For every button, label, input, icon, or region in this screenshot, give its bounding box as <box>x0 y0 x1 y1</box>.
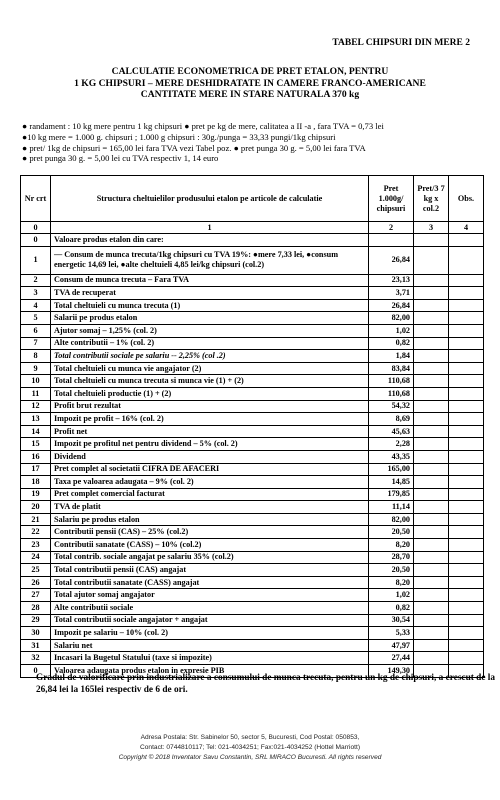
row-label: Total contributii sociale angajator + angajat <box>51 614 369 627</box>
row-value: 165,00 <box>369 463 414 476</box>
row-obs <box>449 539 484 552</box>
row-value: 26,84 <box>369 299 414 312</box>
row-value: 2,28 <box>369 438 414 451</box>
row-price-37kg <box>414 526 449 539</box>
row-label: Total cheltuieli cu munca trecuta (1) <box>51 299 369 312</box>
page-footer <box>0 733 500 763</box>
row-value: 149,30 <box>369 665 414 678</box>
row-obs <box>449 639 484 652</box>
row-label: Pret complet comercial facturat <box>51 488 369 501</box>
row-value: 43,35 <box>369 450 414 463</box>
row-label: Total cheltuieli cu munca vie angajator (2) <box>51 362 369 375</box>
row-number: 11 <box>21 387 51 400</box>
row-value: 27,44 <box>369 652 414 665</box>
index-cell: 1 <box>51 222 369 234</box>
row-value: 28,70 <box>369 551 414 564</box>
row-number: 4 <box>21 299 51 312</box>
row-obs <box>449 614 484 627</box>
row-price-37kg <box>414 246 449 274</box>
row-obs <box>449 551 484 564</box>
row-label: Dividend <box>51 450 369 463</box>
calculation-table <box>20 175 484 678</box>
row-label: Impozit pe salariu – 10% (col. 2) <box>51 627 369 640</box>
row-number: 29 <box>21 614 51 627</box>
row-price-37kg <box>414 488 449 501</box>
assumption-item: ● pret punga 30 g. = 5,00 lei cu TVA respectiv 1, 14 euro <box>22 153 219 164</box>
row-price-37kg <box>414 375 449 388</box>
row-number: 21 <box>21 513 51 526</box>
table-row <box>21 350 484 363</box>
row-price-37kg <box>414 513 449 526</box>
row-label: Total contrib. sociale angajat pe salariu 35% (col.2) <box>51 551 369 564</box>
row-number: 1 <box>21 246 51 274</box>
row-obs <box>449 375 484 388</box>
row-label: Salariu net <box>51 639 369 652</box>
table-row <box>21 324 484 337</box>
row-number: 14 <box>21 425 51 438</box>
row-obs <box>449 362 484 375</box>
row-obs <box>449 476 484 489</box>
table-row <box>21 551 484 564</box>
row-number: 13 <box>21 413 51 426</box>
row-price-37kg <box>414 476 449 489</box>
row-number: 28 <box>21 602 51 615</box>
row-obs <box>449 234 484 247</box>
row-value: 83,84 <box>369 362 414 375</box>
row-number: 27 <box>21 589 51 602</box>
footer-address: Adresa Postala: Str. Sabinelor 50, sector 5, Bucuresti, Cod Postal: 050853, <box>140 734 360 741</box>
row-price-37kg <box>414 614 449 627</box>
row-number: 19 <box>21 488 51 501</box>
table-row <box>21 234 484 247</box>
row-value: 1,84 <box>369 350 414 363</box>
row-number: 2 <box>21 274 51 287</box>
row-label: Total cheltuieli productie (1) + (2) <box>51 387 369 400</box>
table-row <box>21 450 484 463</box>
table-row <box>21 513 484 526</box>
row-obs <box>449 274 484 287</box>
row-number: 8 <box>21 350 51 363</box>
index-cell: 2 <box>369 222 414 234</box>
row-obs <box>449 576 484 589</box>
row-price-37kg <box>414 287 449 300</box>
row-price-37kg <box>414 299 449 312</box>
table-row <box>21 526 484 539</box>
row-price-37kg <box>414 501 449 514</box>
table-row <box>21 539 484 552</box>
assumption-item: ● randament : 10 kg mere pentru 1 kg chipsuri ● pret pe kg de mere, calitatea a II -a , fara TVA = 0,73 lei <box>22 121 384 131</box>
assumptions-list <box>22 121 492 164</box>
row-number: 23 <box>21 539 51 552</box>
table-row <box>21 476 484 489</box>
row-value: 26,84 <box>369 246 414 274</box>
row-label: Profit brut rezultat <box>51 400 369 413</box>
row-value: 20,50 <box>369 526 414 539</box>
table-row <box>21 274 484 287</box>
row-number: 7 <box>21 337 51 350</box>
row-price-37kg <box>414 551 449 564</box>
index-cell: 3 <box>414 222 449 234</box>
row-number: 25 <box>21 564 51 577</box>
row-obs <box>449 324 484 337</box>
row-price-37kg <box>414 627 449 640</box>
title-line-1: CALCULATIE ECONOMETRICA DE PRET ETALON, PENTRU <box>111 66 389 77</box>
row-obs <box>449 652 484 665</box>
row-number: 20 <box>21 501 51 514</box>
row-price-37kg <box>414 324 449 337</box>
row-value: 8,69 <box>369 413 414 426</box>
row-number: 17 <box>21 463 51 476</box>
row-number: 15 <box>21 438 51 451</box>
row-price-37kg <box>414 350 449 363</box>
row-value: 30,54 <box>369 614 414 627</box>
header-structure: Structura cheltuielilor produsului etalon pe articole de calculatie <box>51 176 369 222</box>
row-price-37kg <box>414 463 449 476</box>
header-price: Pret 1.000g/ chipsuri <box>369 176 414 222</box>
table-row <box>21 463 484 476</box>
table-row <box>21 564 484 577</box>
row-obs <box>449 387 484 400</box>
row-price-37kg <box>414 450 449 463</box>
row-obs <box>449 438 484 451</box>
row-obs <box>449 337 484 350</box>
table-row <box>21 652 484 665</box>
row-label: Alte contributii – 1% (col. 2) <box>51 337 369 350</box>
row-price-37kg <box>414 602 449 615</box>
row-price-37kg <box>414 274 449 287</box>
row-price-37kg <box>414 589 449 602</box>
row-price-37kg <box>414 234 449 247</box>
row-label: Salarii pe produs etalon <box>51 312 369 325</box>
row-price-37kg <box>414 576 449 589</box>
row-obs <box>449 526 484 539</box>
row-number: 9 <box>21 362 51 375</box>
footer-copyright: Copyright © 2018 Inventator Savu Constantin, SRL MIRACO Bucuresti. All rights reserved <box>118 754 382 761</box>
title-line-3: CANTITATE MERE IN STARE NATURALA 370 kg <box>140 89 360 100</box>
row-obs <box>449 627 484 640</box>
table-row <box>21 576 484 589</box>
row-value: 82,00 <box>369 312 414 325</box>
row-obs <box>449 602 484 615</box>
row-number: 32 <box>21 652 51 665</box>
row-label: TVA de recuperat <box>51 287 369 300</box>
row-number: 26 <box>21 576 51 589</box>
table-tag: TABEL CHIPSURI DIN MERE 2 <box>332 38 470 48</box>
table-row <box>21 312 484 325</box>
row-number: 5 <box>21 312 51 325</box>
row-label: Valoarea adaugata produs etalon in expresie PIB <box>51 665 369 678</box>
row-number: 31 <box>21 639 51 652</box>
row-label: Total contributii pensii (CAS) angajat <box>51 564 369 577</box>
row-label: — Consum de munca trecuta/1kg chipsuri cu TVA 19%: ●mere 7,33 lei, ●consum energetic 14,69 lei, ●alte cheltuieli 4,85 lei/kg chipsuri (col.2) <box>51 246 369 274</box>
row-value <box>369 234 414 247</box>
row-obs <box>449 287 484 300</box>
row-obs <box>449 501 484 514</box>
row-number: 12 <box>21 400 51 413</box>
table-row <box>21 400 484 413</box>
table-row <box>21 299 484 312</box>
title-line-2: 1 KG CHIPSURI – MERE DESHIDRATATE IN CAMERE FRANCO-AMERICANE <box>74 77 426 89</box>
row-value: 5,33 <box>369 627 414 640</box>
document-title <box>0 66 500 101</box>
row-obs <box>449 589 484 602</box>
row-value: 14,85 <box>369 476 414 489</box>
row-obs <box>449 246 484 274</box>
row-label: TVA de platit <box>51 501 369 514</box>
row-label: Pret complet al societatii CIFRA DE AFACERI <box>51 463 369 476</box>
table-row <box>21 589 484 602</box>
row-label: Impozit pe profit – 16% (col. 2) <box>51 413 369 426</box>
row-value: 8,20 <box>369 539 414 552</box>
row-price-37kg <box>414 362 449 375</box>
row-price-37kg <box>414 425 449 438</box>
assumption-item: ● pret/ 1kg de chipsuri = 165,00 lei fara TVA vezi Tabel poz. ● pret punga 30 g. = 5,00 lei fara TVA <box>22 142 366 153</box>
row-price-37kg <box>414 639 449 652</box>
row-number: 0 <box>21 665 51 678</box>
table-row <box>21 639 484 652</box>
table-row <box>21 337 484 350</box>
index-cell: 4 <box>449 222 484 234</box>
row-obs <box>449 400 484 413</box>
table-row <box>21 501 484 514</box>
row-obs <box>449 564 484 577</box>
row-price-37kg <box>414 312 449 325</box>
row-value: 23,13 <box>369 274 414 287</box>
row-obs <box>449 513 484 526</box>
table-row <box>21 614 484 627</box>
table-row <box>21 627 484 640</box>
assumption-item: ●10 kg mere = 1.000 g. chipsuri ; 1.000 g chipsuri : 30g./punga = 33,33 pungi/1kg chipsuri <box>22 131 336 142</box>
row-number: 30 <box>21 627 51 640</box>
conclusion-note: Gradul de valorificare prin industrializare a consumului de munca trecuta, pentru un kg de chipsuri, a crescut de la 26,84 lei la 165lei respectiv de 6 de ori. <box>36 673 496 695</box>
row-label: Alte contributii sociale <box>51 602 369 615</box>
row-obs <box>449 413 484 426</box>
row-value: 179,85 <box>369 488 414 501</box>
table-row <box>21 602 484 615</box>
row-label: Valoare produs etalon din care: <box>51 234 369 247</box>
row-label: Profit net <box>51 425 369 438</box>
table-row <box>21 246 484 274</box>
row-label: Total cheltuieli cu munca trecuta si munca vie (1) + (2) <box>51 375 369 388</box>
row-price-37kg <box>414 337 449 350</box>
table-row <box>21 375 484 388</box>
row-value: 82,00 <box>369 513 414 526</box>
row-obs <box>449 299 484 312</box>
header-obs: Obs. <box>449 176 484 222</box>
row-number: 16 <box>21 450 51 463</box>
row-label: Consum de munca trecuta – Fara TVA <box>51 274 369 287</box>
table-row <box>21 413 484 426</box>
row-price-37kg <box>414 400 449 413</box>
row-value: 54,32 <box>369 400 414 413</box>
row-label: Ajutor somaj – 1,25% (col. 2) <box>51 324 369 337</box>
index-cell: 0 <box>21 222 51 234</box>
header-price-37kg: Pret/3 7 kg x col.2 <box>414 176 449 222</box>
row-obs <box>449 463 484 476</box>
row-value: 3,71 <box>369 287 414 300</box>
row-value: 47,97 <box>369 639 414 652</box>
row-price-37kg <box>414 652 449 665</box>
row-label: Taxa pe valoarea adaugata – 9% (col. 2) <box>51 476 369 489</box>
row-value: 110,68 <box>369 387 414 400</box>
row-value: 11,14 <box>369 501 414 514</box>
row-label: Total contributii sanatate (CASS) angajat <box>51 576 369 589</box>
table-row <box>21 438 484 451</box>
row-price-37kg <box>414 413 449 426</box>
row-value: 8,20 <box>369 576 414 589</box>
row-number: 0 <box>21 234 51 247</box>
table-row <box>21 362 484 375</box>
row-value: 0,82 <box>369 602 414 615</box>
row-obs <box>449 312 484 325</box>
row-obs <box>449 425 484 438</box>
row-number: 24 <box>21 551 51 564</box>
row-label: Contributii sanatate (CASS) – 10% (col.2) <box>51 539 369 552</box>
row-number: 6 <box>21 324 51 337</box>
row-value: 1,02 <box>369 324 414 337</box>
row-label: Contributii pensii (CAS) – 25% (col.2) <box>51 526 369 539</box>
row-value: 110,68 <box>369 375 414 388</box>
row-label: Impozit pe profitul net pentru dividend – 5% (col. 2) <box>51 438 369 451</box>
row-number: 3 <box>21 287 51 300</box>
row-value: 0,82 <box>369 337 414 350</box>
row-label: Salariu pe produs etalon <box>51 513 369 526</box>
table-row <box>21 488 484 501</box>
row-label: Incasari la Bugetul Statului (taxe si impozite) <box>51 652 369 665</box>
row-price-37kg <box>414 438 449 451</box>
table-row <box>21 287 484 300</box>
row-obs <box>449 350 484 363</box>
row-price-37kg <box>414 564 449 577</box>
table-row <box>21 425 484 438</box>
row-price-37kg <box>414 539 449 552</box>
row-number: 10 <box>21 375 51 388</box>
row-number: 18 <box>21 476 51 489</box>
footer-contact: Contact: 0744810117; Tel: 021-4034251; Fax:021-4034252 (Hottel Marriott) <box>139 744 361 751</box>
row-number: 22 <box>21 526 51 539</box>
row-label: Total ajutor somaj angajator <box>51 589 369 602</box>
row-price-37kg <box>414 387 449 400</box>
row-obs <box>449 488 484 501</box>
row-value: 45,63 <box>369 425 414 438</box>
row-value: 20,50 <box>369 564 414 577</box>
row-label: Total contributii sociale pe salariu -- 2,25% (col .2) <box>51 350 369 363</box>
table-row <box>21 387 484 400</box>
row-obs <box>449 450 484 463</box>
header-nr: Nr crt <box>21 176 51 222</box>
row-value: 1,02 <box>369 589 414 602</box>
